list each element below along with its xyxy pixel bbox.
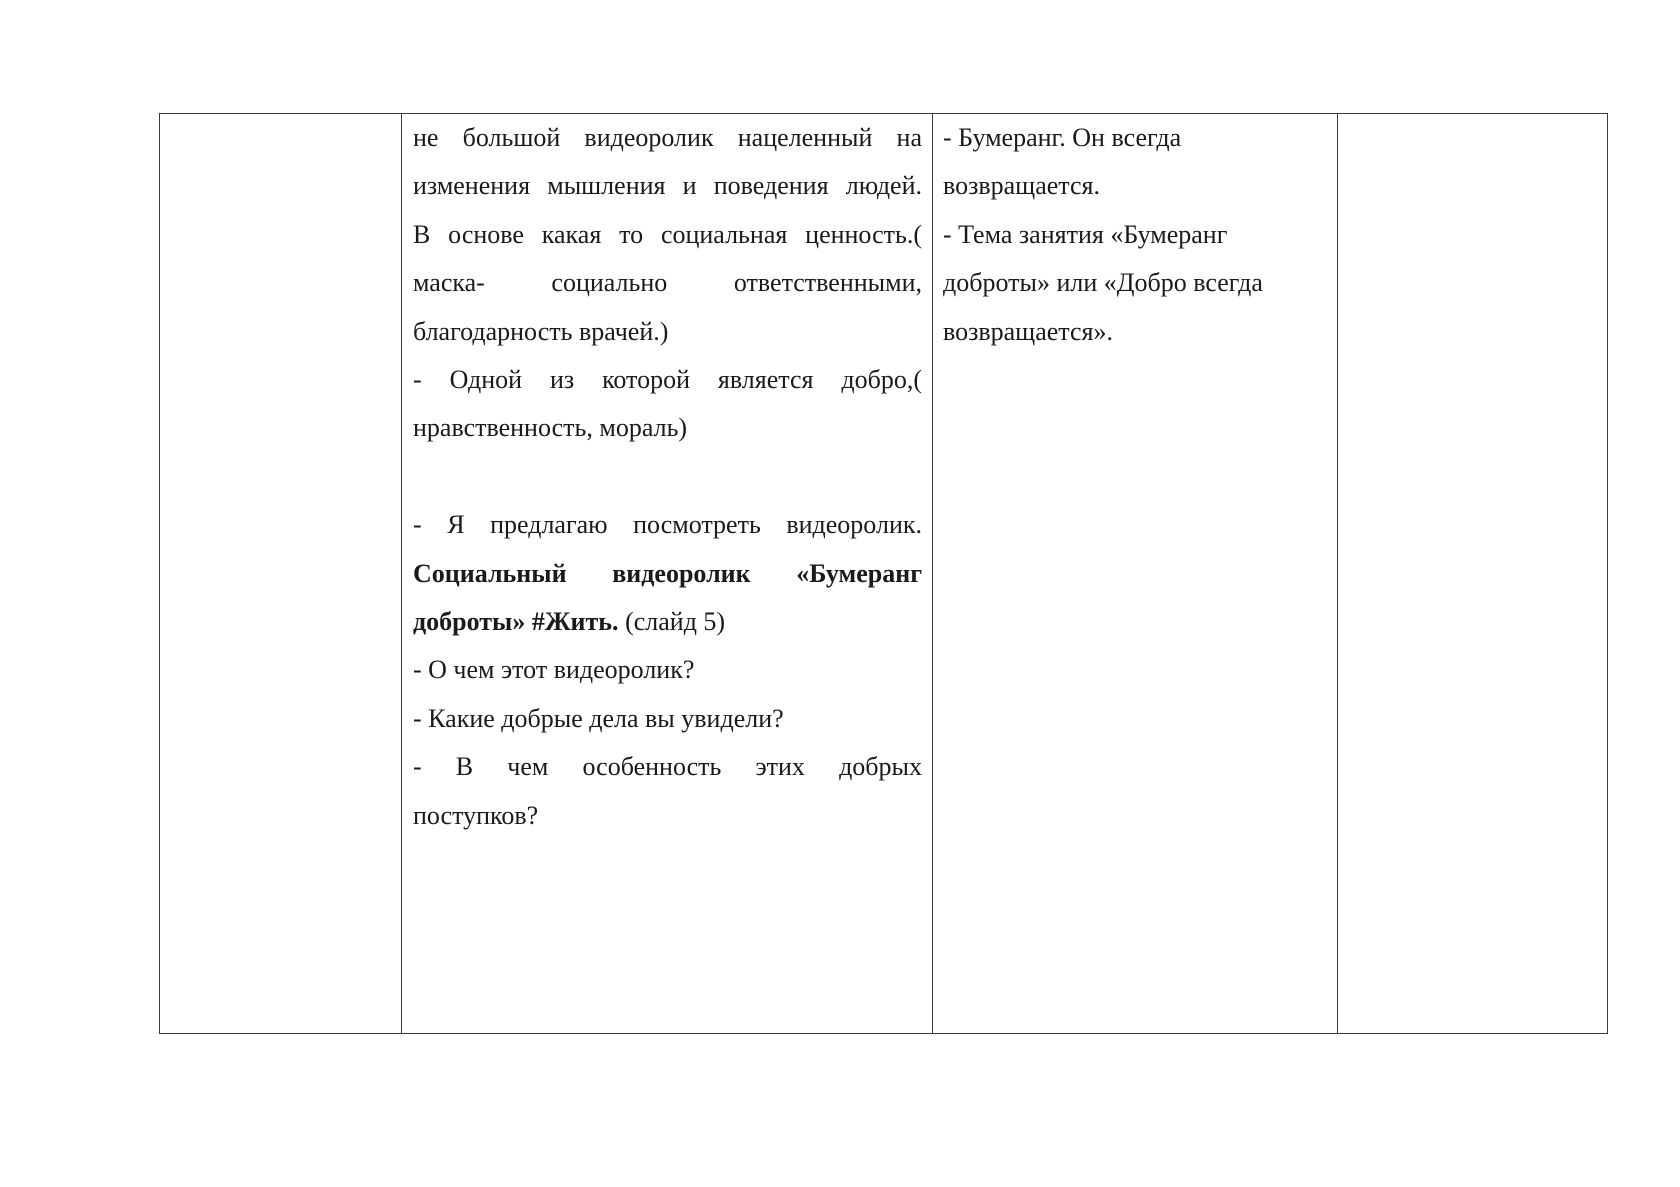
text-line: благодарность врачей.) — [413, 316, 669, 346]
answer-line: доброты» или «Добро всегда — [943, 268, 1263, 298]
text-line: маска- социально ответственными, — [413, 268, 922, 298]
student-activity-text — [933, 114, 1337, 356]
lesson-plan-table — [159, 113, 1608, 1034]
table-row — [160, 114, 1608, 1034]
stage-cell — [160, 114, 402, 1034]
answer-line: возвращается». — [943, 316, 1113, 346]
video-title-line-2 — [413, 598, 922, 646]
text-line: В основе какая то социальная ценность.( — [413, 219, 922, 249]
teacher-activity-cell — [402, 114, 933, 1034]
slide-reference: (слайд 5) — [618, 607, 726, 637]
notes-cell — [1338, 114, 1608, 1034]
video-title-bold-2: доброты» #Жить. — [413, 607, 619, 637]
answer-line: возвращается. — [943, 171, 1100, 201]
text-line: изменения мышления и поведения людей. — [413, 171, 922, 201]
question-line: - Какие добрые дела вы увидели? — [413, 703, 784, 733]
question-line: - О чем этот видеоролик? — [413, 655, 695, 685]
text-line: нравственность, мораль) — [413, 413, 688, 443]
teacher-activity-text — [402, 114, 932, 840]
blank-line — [413, 453, 922, 501]
text-line: - Одной из которой является добро,( — [413, 365, 922, 395]
student-activity-cell — [933, 114, 1338, 1034]
video-title-bold: Социальный видеоролик «Бумеранг — [413, 558, 922, 588]
question-line: - В чем особенность этих добрых — [413, 752, 922, 782]
answer-line: - Бумеранг. Он всегда — [943, 123, 1182, 152]
question-line: поступков? — [413, 800, 539, 830]
answer-line: - Тема занятия «Бумеранг — [943, 219, 1228, 249]
video-title-line — [413, 550, 922, 598]
text-line: - Я предлагаю посмотреть видеоролик. — [413, 510, 922, 540]
text-line: не большой видеоролик нацеленный на — [413, 123, 922, 152]
